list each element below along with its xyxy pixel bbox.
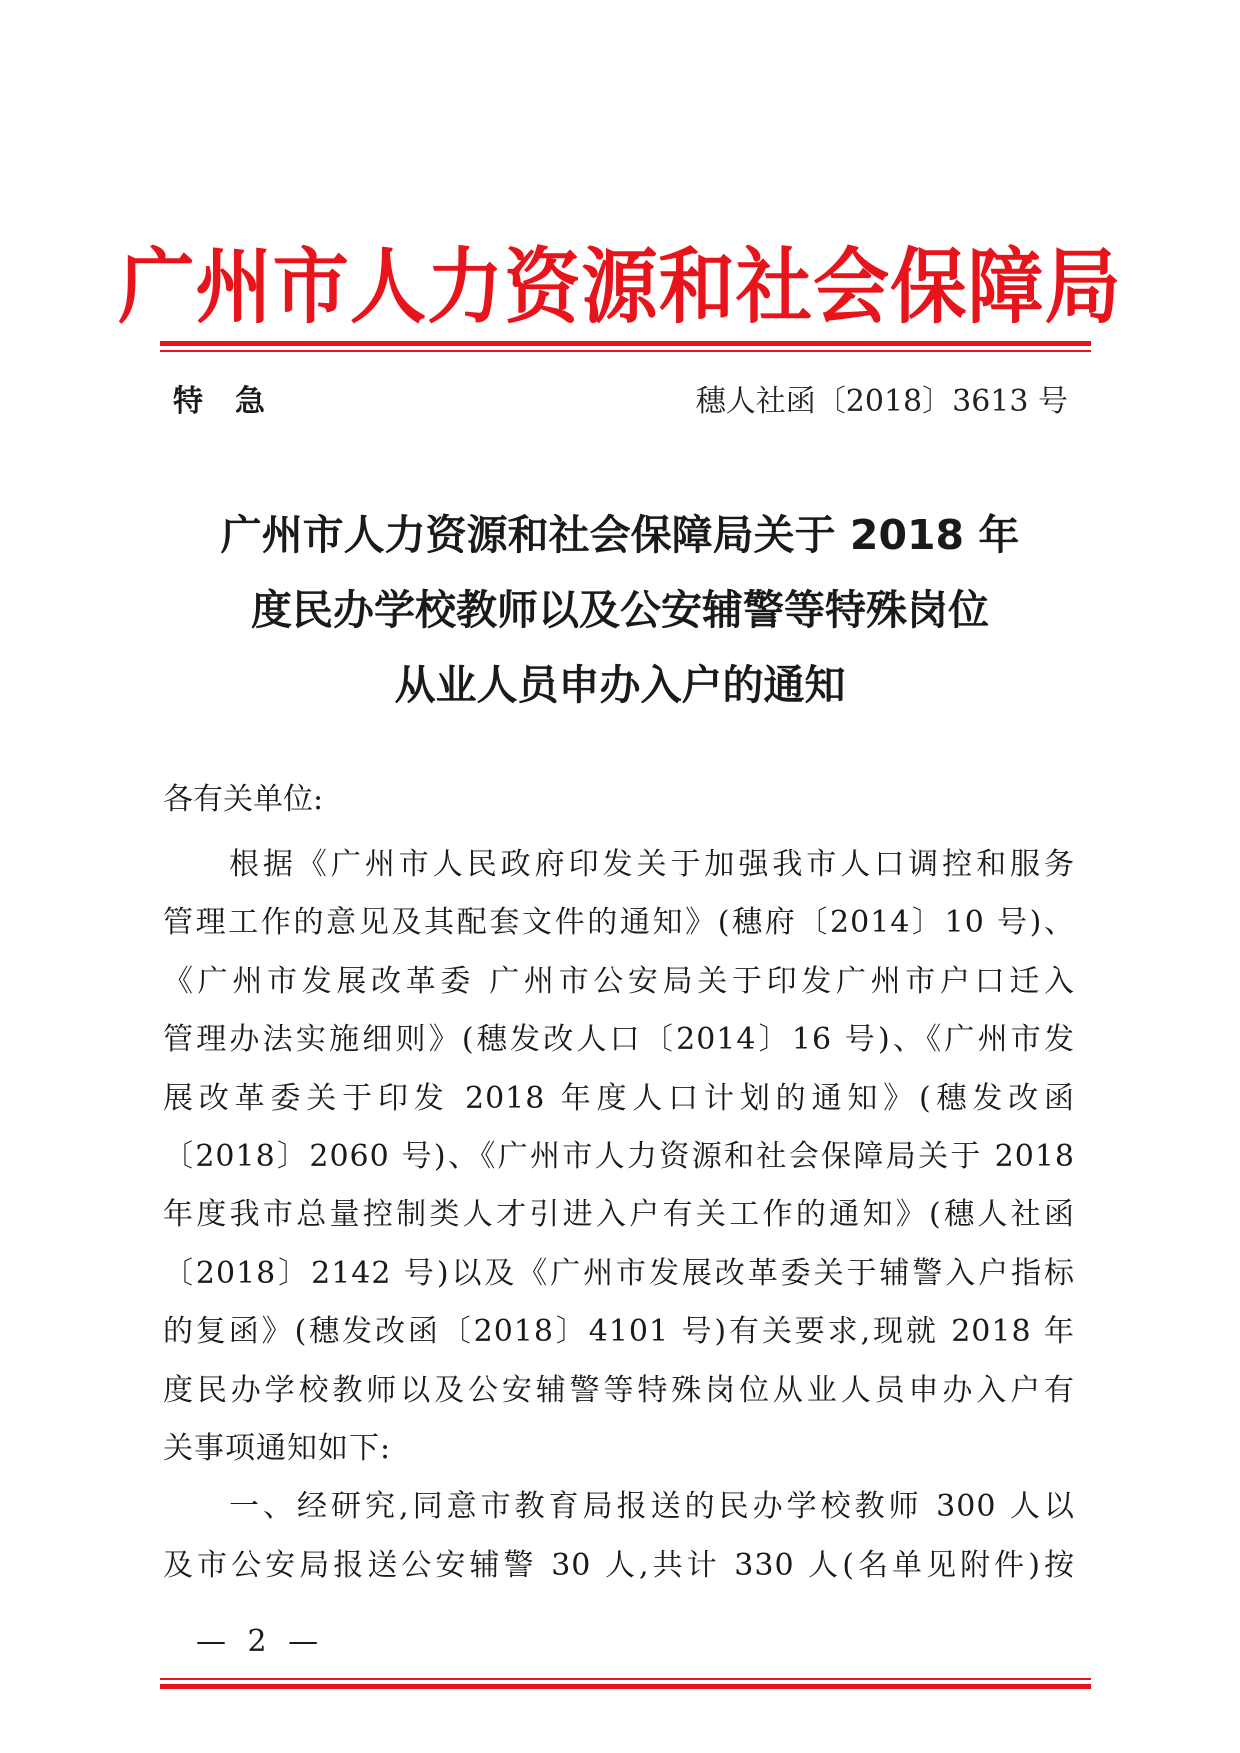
page-number: — 2 — — [196, 1624, 325, 1659]
body-line: 年度我市总量控制类人才引进入户有关工作的通知》(穗人社函 — [163, 1197, 1075, 1233]
body-line: 的复函》(穗发改函〔2018〕4101 号)有关要求,现就 2018 年 — [163, 1314, 1075, 1350]
body-line: 关事项通知如下: — [163, 1430, 392, 1466]
red-rule-bottom-thin — [160, 1678, 1091, 1680]
red-rule-bottom — [160, 1684, 1091, 1689]
red-rule-top — [160, 341, 1091, 346]
body-line: 及市公安局报送公安辅警 30 人,共计 330 人(名单见附件)按 — [163, 1547, 1075, 1583]
body-line: 管理办法实施细则》(穗发改人口〔2014〕16 号)、《广州市发 — [163, 1022, 1075, 1058]
document-number: 穗人社函〔2018〕3613 号 — [695, 384, 1068, 419]
body-line: 根据《广州市人民政府印发关于加强我市人口调控和服务 — [229, 847, 1075, 882]
masthead-title: 广州市人力资源和社会保障局 — [118, 240, 1122, 335]
red-rule-top-thin — [160, 350, 1091, 352]
body-line: 展改革委关于印发 2018 年度人口计划的通知》(穗发改函 — [163, 1080, 1075, 1116]
title-line: 度民办学校教师以及公安辅警等特殊岗位 — [251, 586, 989, 634]
urgency-label: 特急 — [173, 384, 297, 419]
title-line: 从业人员申办入户的通知 — [394, 661, 846, 709]
body-line: 〔2018〕2060 号)、《广州市人力资源和社会保障局关于 2018 — [163, 1138, 1075, 1174]
title-line: 广州市人力资源和社会保障局关于 2018 年 — [220, 511, 1020, 559]
body-line: 〔2018〕2142 号)以及《广州市发展改革委关于辅警入户指标 — [163, 1255, 1075, 1291]
body-line: 管理工作的意见及其配套文件的通知》(穗府〔2014〕10 号)、 — [163, 905, 1075, 941]
document-title — [160, 498, 1080, 723]
salutation: 各有关单位: — [163, 782, 324, 817]
body-text — [163, 836, 1075, 1595]
body-line: 度民办学校教师以及公安辅警等特殊岗位从业人员申办入户有 — [163, 1372, 1075, 1408]
body-line: 一、经研究,同意市教育局报送的民办学校教师 300 人以 — [229, 1489, 1075, 1525]
body-line: 《广州市发展改革委 广州市公安局关于印发广州市户口迁入 — [163, 963, 1075, 999]
